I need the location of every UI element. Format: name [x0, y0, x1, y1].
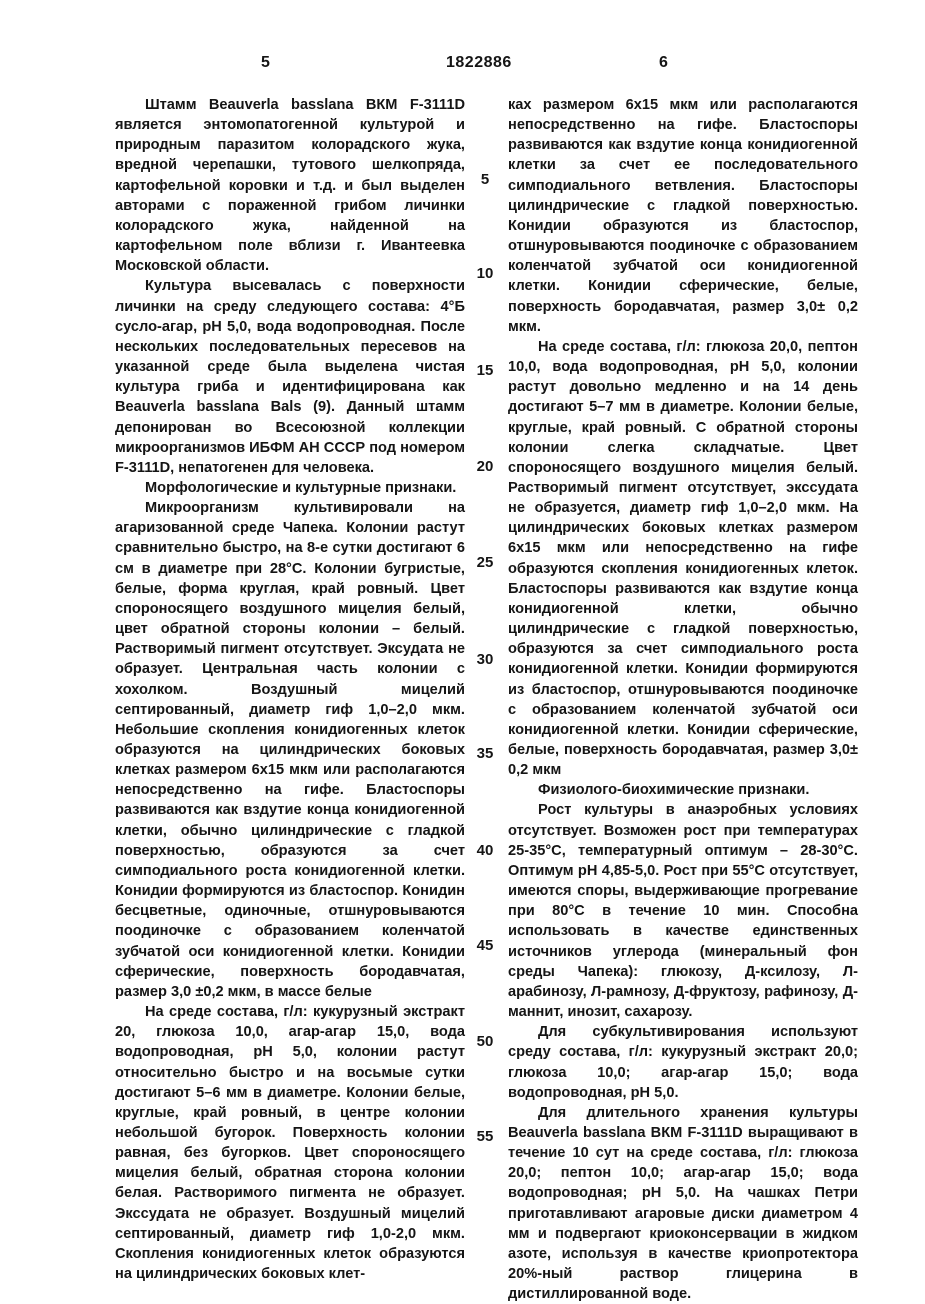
- left-paragraph: Штамм Beauverla basslana ВКМ F-3111D является энтомопатогенной культурой и природным паразитом колорадского жука, вредной черепашки, тутового шелкопряда, картофельной коровки и т.д. и был выделен авторами с пораженной грибом личинки колорадского жука, найденной на картофельном поле вблизи г. Ивантеевка Московской области.: [115, 97, 465, 275]
- line-number: 40: [476, 842, 494, 859]
- right-text-column: [508, 95, 858, 1304]
- right-paragraph: На среде состава, г/л: глюкоза 20,0, пептон 10,0, вода водопроводная, рН 5,0, колонии растут довольно медленно и на 14 день достигают 5–7 мм в диаметре. Колонии белые, круглые, край ровный. С обратной стороны колонии слегка складчатые. Цвет спороносящего воздушного мицелия белый. Растворимый пигмент отсутствует, экссудата не образуется, диаметр гиф 1,0–2,0 мкм. На цилиндрических боковых клетках размером 6х15 мкм или непосредственно на гифе образуются скопления конидиогенных клеток. Бластоспоры развиваются как вздутие конца конидиогенной клетки, обычно цилиндрические с гладкой поверхностью, образуются за счет симподиального роста конидиогенной клетки. Конидии формируются из бластоспор, отшнуровываются поодиночке с образованием коленчатой зубчатой оси конидиогенной клетки. Конидии сферические, белые, поверхность бородавчатая, размер 3,0± 0,2 мкм: [508, 338, 858, 779]
- left-text-column: [115, 95, 465, 1284]
- line-number: 50: [476, 1033, 494, 1050]
- line-number: 45: [476, 937, 494, 954]
- patent-number: 1822886: [446, 54, 512, 71]
- right-paragraph: Для длительного хранения культуры Beauverla basslana ВКМ F-3111D выращивают в течение 10 сут на среде состава, г/л: глюкоза 20,0; пептон 10,0; агар-агар 15,0; вода водопроводная; рН 5,0. На чашках Петри приготавливают агаровые диски диаметром 4 мм и подвергают криоконсервации в жидком азоте, используя в качестве криопротектора 20%-ный раствор глицерина в дистиллированной воде.: [508, 1104, 858, 1303]
- left-paragraph: Морфологические и культурные признаки.: [145, 479, 457, 496]
- left-paragraph: Микроорганизм культивировали на агаризованной среде Чапека. Колонии растут сравнительно быстро, на 8-е сутки достигают 6 см в диаметре при 28°С. Колонии бугристые, белые, форма круглая, край ровный. Цвет спороносящего воздушного мицелия белый, цвет обратной стороны колонии – белый. Растворимый пигмент отсутствует. Эксудата не образует. Центральная часть колонии с хохолком. Воздушный мицелий септированный, диаметр гиф 1,0–2,0 мкм. Небольшие скопления конидиогенных клеток образуются на цилиндрических боковых клетках размером 6х15 мкм или располагаются непосредственно на гифе. Бластоспоры развиваются как вздутие конца конидиогенной клетки, обычно цилиндрические с гладкой поверхностью, образуются за счет симподиального роста конидиогенной клетки. Конидии формируются из бластоспор. Конидин бесцветные, одиночные, отшнуровываются поодиночке с образованием коленчатой зубчатой оси конидиогенной клетки. Конидии сферические, поверхность бородавчатая, размер 3,0 ±0,2 мкм, в массе белые: [115, 500, 465, 1000]
- line-number: 30: [476, 651, 494, 668]
- line-number: 15: [476, 362, 494, 379]
- right-paragraph: ках размером 6х15 мкм или располагаются непосредственно на гифе. Бластоспоры развиваются как вздутие конца конидиогенной клетки за счет ее последовательного симподиального ветвления. Бластоспоры цилиндрические с гладкой поверхностью. Конидии образуются из бластоспор, отшнуровываются поодиночке с образованием коленчатой зубчатой оси конидиогенной клетки. Конидии сферические, белые, поверхность бородавчатая, размер 3,0± 0,2 мкм.: [508, 97, 858, 335]
- right-paragraph: Для субкультивирования используют среду состава, г/л: кукурузный экстракт 20,0; глюкоза 10,0; агар-агар 15,0; вода водопроводная, рН 5,0.: [508, 1024, 858, 1101]
- line-number: 20: [476, 458, 494, 475]
- line-number: 35: [476, 745, 494, 762]
- line-number: 25: [476, 554, 494, 571]
- left-paragraph: На среде состава, г/л: кукурузный экстракт 20, глюкоза 10,0, агар-агар 15,0, вода водопроводная, рН 5,0, колонии растут относительно быстро и на восьмые сутки достигают 5–6 мм в диаметре. Колонии белые, круглые, край ровный, в центре колонии небольшой бугорок. Поверхность колонии равная, без бугорков. Цвет спороносящего мицелия белый, обратная сторона колонии белая. Растворимого пигмента не образует. Экссудата не образует. Воздушный мицелий септированный, диаметр гиф 1,0-2,0 мкм. Скопления конидиогенных клеток образуются на цилиндрических боковых клет-: [115, 1004, 465, 1283]
- page-number-left: 5: [261, 54, 271, 71]
- line-number: 55: [476, 1128, 494, 1145]
- right-paragraph: Рост культуры в анаэробных условиях отсутствует. Возможен рост при температурах 25-35°С, температурный оптимум – 28-30°С. Оптимум рН 4,85-5,0. Рост при 55°С отсутствует, имеются споры, выдерживающие прогревание при 80°С в течение 10 мин. Способна использовать в качестве единственных источников углерода (минеральный фон среды Чапека): глюкозу, Д-ксилозу, Л-арабинозу, Л-рамнозу, Д-фруктозу, рафинозу, Д-маннит, инозит, сахарозу.: [508, 802, 858, 1021]
- right-paragraph: Физиолого-биохимические признаки.: [538, 782, 810, 799]
- line-number: 5: [480, 171, 490, 188]
- left-paragraph: Культура высевалась с поверхности личинки на среду следующего состава: 4°Б сусло-агар, рН 5,0, вода водопроводная. После нескольких последовательных пересевов на указанной среде была выделена чистая культура гриба и идентифицирована как Beauverla basslana Bals (9). Данный штамм депонирован во Всесоюзной коллекции микроорганизмов ИБФМ АН СССР под номером F-3111D, непатогенен для человека.: [115, 278, 465, 476]
- page-number-right: 6: [659, 54, 669, 71]
- line-number: 10: [476, 265, 494, 282]
